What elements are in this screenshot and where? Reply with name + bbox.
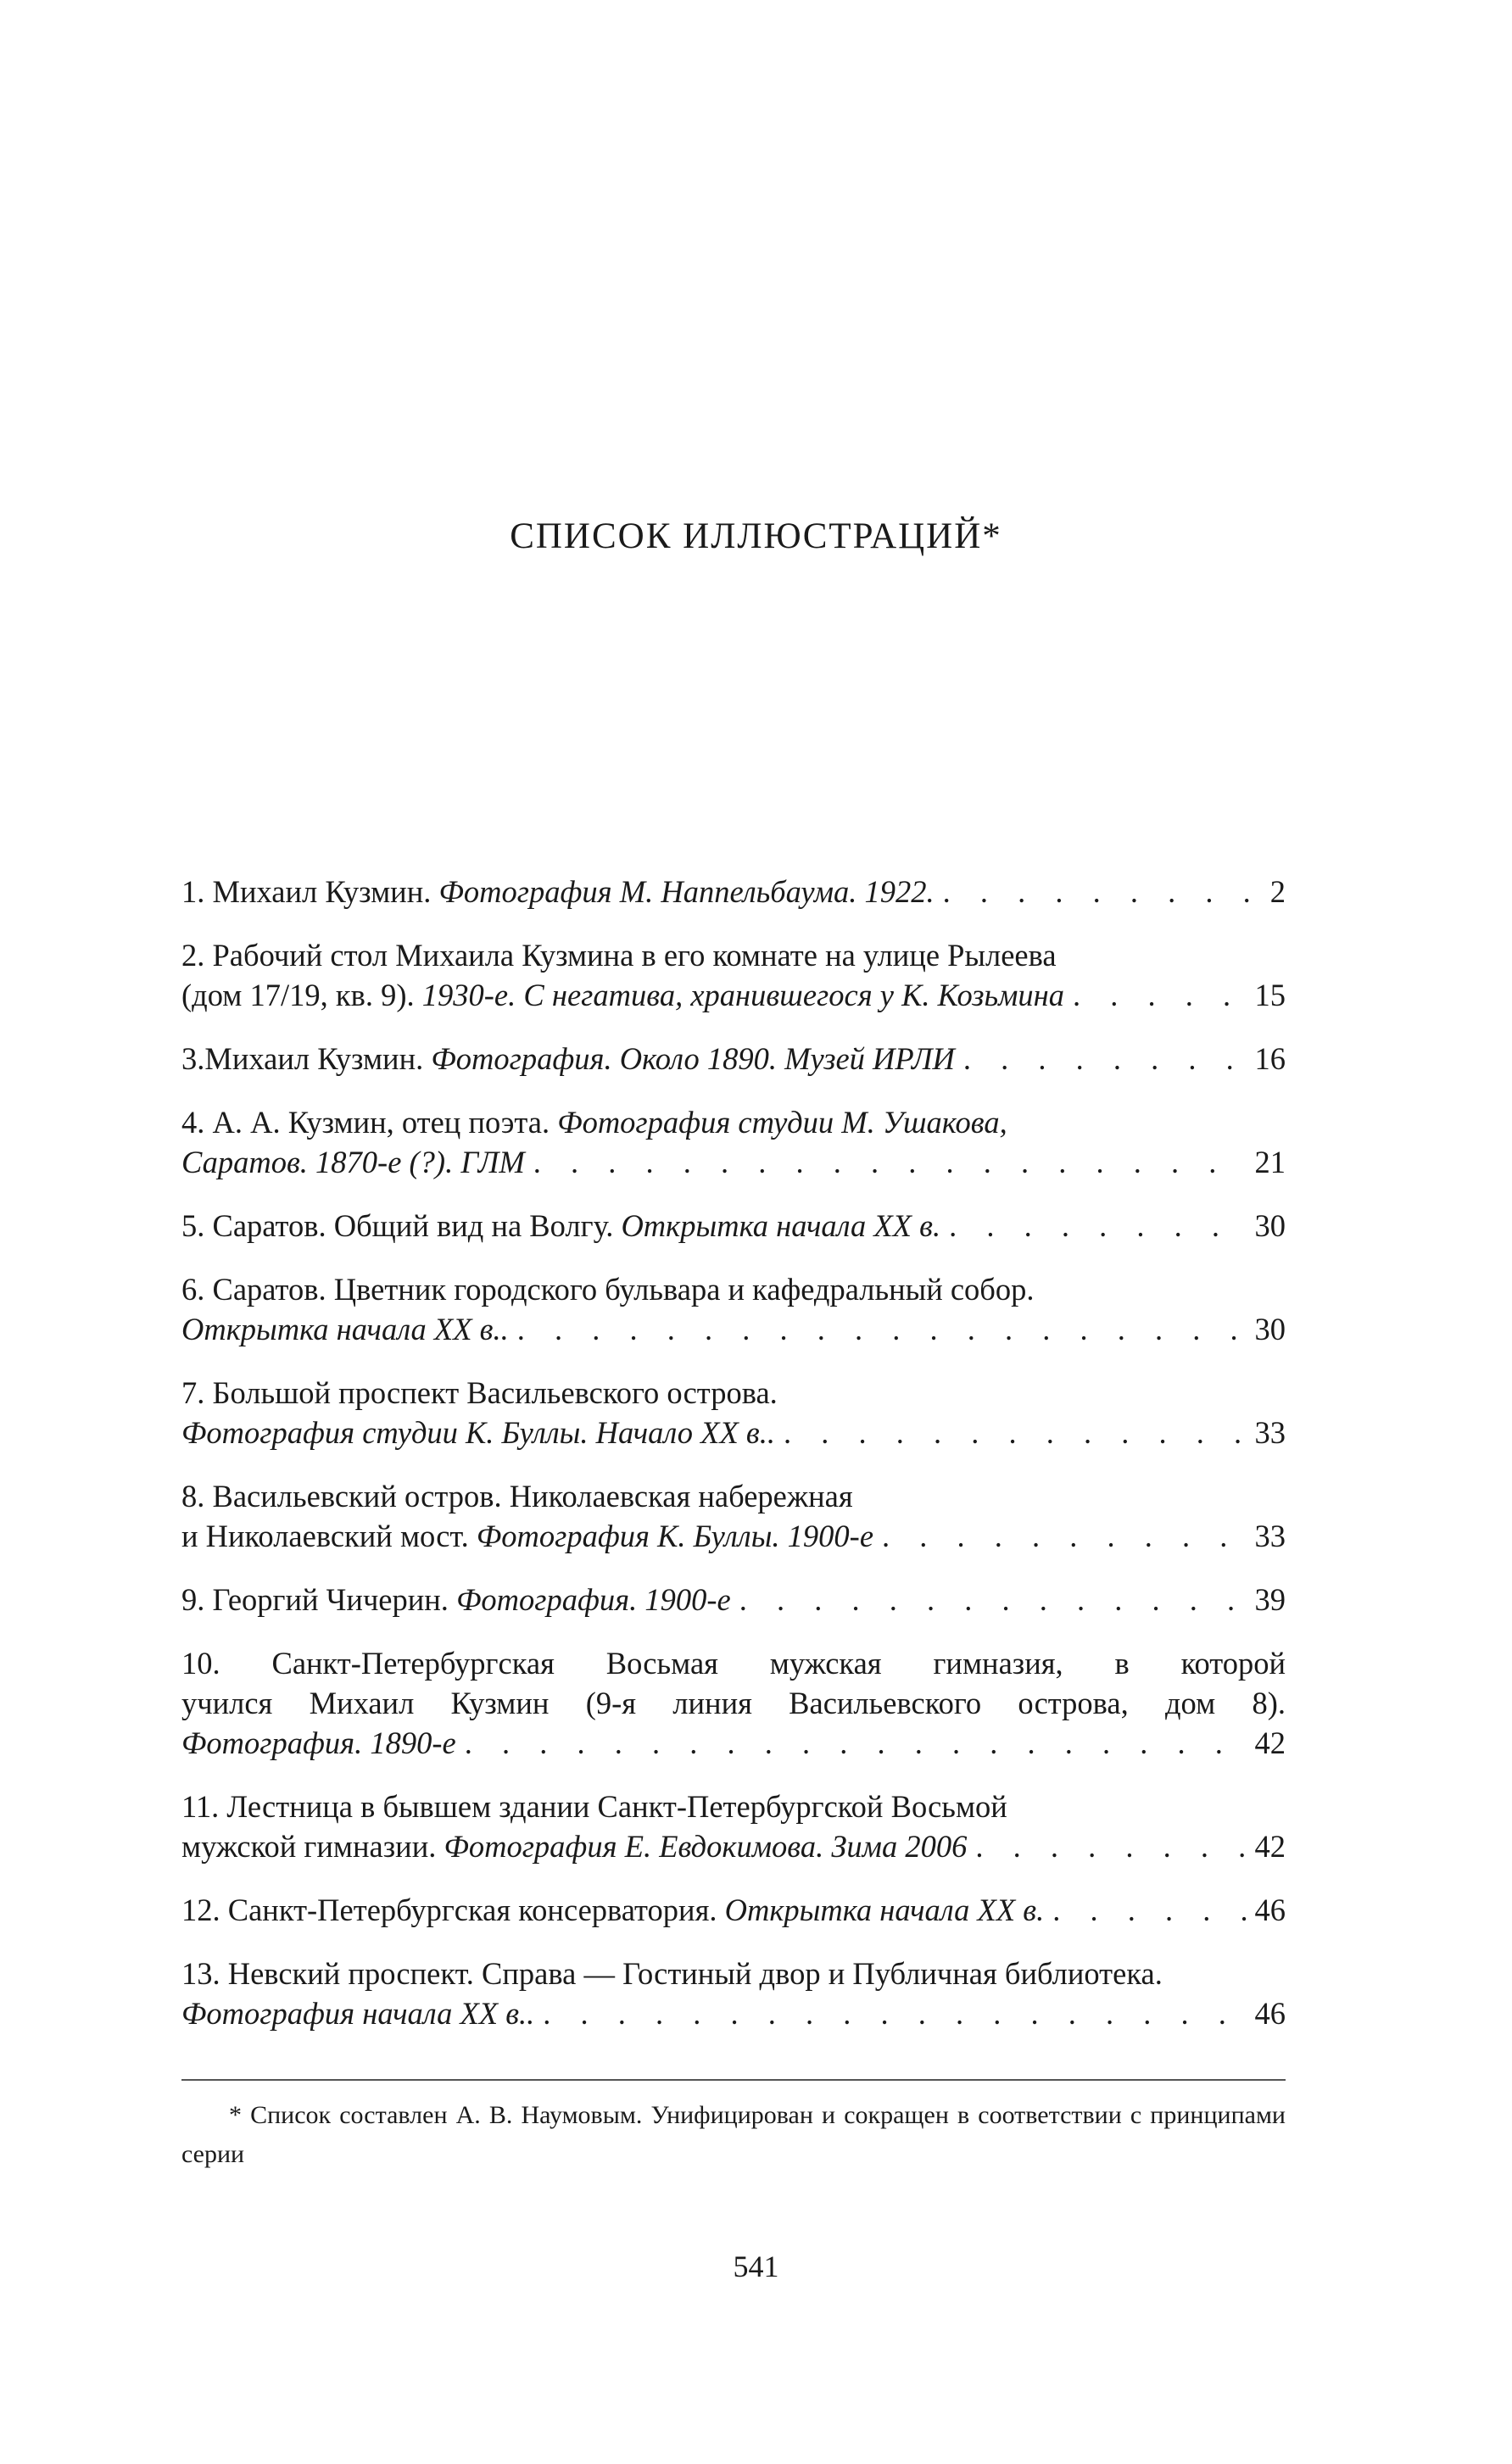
entry-line: 8. Васильевский остров. Николаевская набережная (181, 1479, 853, 1514)
entry-source: Фотография начала ХХ в.. (181, 1996, 535, 2031)
entry-source: 1930-е. С негатива, хранившегося у К. Козьмина (421, 978, 1064, 1012)
page-number: 541 (733, 2249, 779, 2283)
entry-page-number: 21 (1254, 1145, 1286, 1179)
list-item (181, 1102, 1286, 1182)
entry-source: Открытка начала ХХ в.. (181, 1312, 509, 1346)
entry-page-number: 33 (1254, 1415, 1286, 1450)
dot-leader (963, 1039, 1247, 1079)
entry-last-line (181, 1039, 1286, 1079)
entry-line: 7. Большой проспект Васильевского острова. (181, 1375, 778, 1410)
list-item (181, 1373, 1286, 1452)
list-item (181, 1476, 1286, 1556)
entry-line: 2. Рабочий стол Михаила Кузмина в его комнате на улице Рылеева (181, 938, 1057, 973)
entry-caption (181, 1206, 940, 1246)
entry-last-line (181, 1723, 1286, 1763)
entry-line (181, 1102, 1286, 1142)
entry-caption (181, 1309, 509, 1349)
list-item (181, 1206, 1286, 1246)
entry-line: 10. Санкт-Петербургская Восьмая мужская гимназия, в которой (181, 1646, 1286, 1681)
list-item (181, 1787, 1286, 1866)
dot-leader (1073, 975, 1247, 1015)
entry-text: и Николаевский мост. (181, 1519, 477, 1553)
entry-source: Фотография. Около 1890. Музей ИРЛИ (431, 1041, 955, 1076)
entry-text: (дом 17/19, кв. 9). (181, 978, 422, 1012)
entry-page-number: 42 (1254, 1829, 1286, 1864)
dot-leader (739, 1580, 1247, 1619)
illustrations-list (181, 872, 1286, 2057)
dot-leader (543, 1993, 1246, 2033)
entry-page-number: 16 (1254, 1041, 1286, 1076)
page-title: СПИСОК ИЛЛЮСТРАЦИЙ* (510, 516, 1002, 556)
entry-source: Фотография студии М. Ушакова, (557, 1105, 1007, 1140)
entry-line: 6. Саратов. Цветник городского бульвара и кафедральный собор. (181, 1272, 1035, 1307)
entry-page-number: 2 (1269, 874, 1286, 909)
entry-page-number: 42 (1254, 1725, 1286, 1760)
list-item (181, 1580, 1286, 1619)
entry-page-number: 30 (1254, 1312, 1286, 1346)
entry-source: Фотография. 1900-е (456, 1582, 731, 1617)
entry-last-line (181, 1993, 1286, 2033)
entry-page-number: 30 (1254, 1208, 1286, 1243)
entry-last-line (181, 975, 1286, 1015)
list-item (181, 872, 1286, 911)
entry-last-line (181, 1826, 1286, 1866)
dot-leader (533, 1142, 1247, 1182)
entry-line: учился Михаил Кузмин (9-я линия Васильевского острова, дом 8). (181, 1686, 1286, 1720)
entry-last-line (181, 872, 1286, 911)
entry-line: 11. Лестница в бывшем здании Санкт-Петербургской Восьмой (181, 1789, 1007, 1824)
entry-line: 13. Невский проспект. Справа — Гостиный двор и Публичная библиотека. (181, 1956, 1163, 1991)
entry-page-number: 46 (1254, 1893, 1286, 1927)
entry-page-number: 15 (1254, 978, 1286, 1012)
entry-caption (181, 1826, 967, 1866)
entry-text: 5. Саратов. Общий вид на Волгу. (181, 1208, 622, 1243)
entry-caption (181, 975, 1064, 1015)
footnote: * Список составлен А. В. Наумовым. Унифицирован и сокращен в соответствии с принципами серии (181, 2101, 1286, 2168)
entry-source: Фотография. 1890-е (181, 1725, 456, 1760)
entry-caption (181, 1993, 534, 2033)
footnote-divider (181, 2079, 1286, 2081)
entry-source: Фотография М. Наппельбаума. 1922. (438, 874, 935, 909)
list-item (181, 935, 1286, 1015)
entry-page-number: 39 (1254, 1582, 1286, 1617)
entry-last-line (181, 1206, 1286, 1246)
list-item (181, 1643, 1286, 1763)
entry-source: Открытка начала ХХ в. (621, 1208, 941, 1243)
entry-caption (181, 872, 935, 911)
entry-text: мужской гимназии. (181, 1829, 444, 1864)
entry-last-line (181, 1309, 1286, 1349)
entry-last-line (181, 1413, 1286, 1452)
dot-leader (784, 1413, 1247, 1452)
entry-text: 3.Михаил Кузмин. (181, 1041, 432, 1076)
entry-source: Саратов. 1870-е (?). ГЛМ (181, 1145, 525, 1179)
entry-source: Фотография студии К. Буллы. Начало ХХ в.. (181, 1415, 775, 1450)
dot-leader (882, 1516, 1246, 1556)
list-item (181, 1954, 1286, 2033)
entry-last-line (181, 1890, 1286, 1930)
list-item (181, 1269, 1286, 1349)
entry-caption (181, 1142, 525, 1182)
entry-caption (181, 1039, 955, 1079)
dot-leader (465, 1723, 1247, 1763)
entry-source: Открытка начала ХХ в. (724, 1893, 1045, 1927)
dot-leader (975, 1826, 1246, 1866)
entry-page-number: 33 (1254, 1519, 1286, 1553)
entry-text: 12. Санкт-Петербургская консерватория. (181, 1893, 725, 1927)
entry-source: Фотография Е. Евдокимова. Зима 2006 (444, 1829, 968, 1864)
list-item (181, 1890, 1286, 1930)
entry-text: 1. Михаил Кузмин. (181, 874, 439, 909)
dot-leader (949, 1206, 1246, 1246)
entry-last-line (181, 1516, 1286, 1556)
dot-leader (1052, 1890, 1246, 1930)
dot-leader (517, 1309, 1247, 1349)
entry-text: 9. Георгий Чичерин. (181, 1582, 457, 1617)
entry-caption (181, 1890, 1044, 1930)
entry-last-line (181, 1580, 1286, 1619)
entry-caption (181, 1723, 456, 1763)
entry-caption (181, 1413, 775, 1452)
entry-caption (181, 1516, 873, 1556)
entry-text: 4. А. А. Кузмин, отец поэта. (181, 1105, 558, 1140)
entry-caption (181, 1580, 731, 1619)
entry-last-line (181, 1142, 1286, 1182)
list-item (181, 1039, 1286, 1079)
entry-page-number: 46 (1254, 1996, 1286, 2031)
entry-source: Фотография К. Буллы. 1900-е (476, 1519, 874, 1553)
dot-leader (943, 872, 1262, 911)
